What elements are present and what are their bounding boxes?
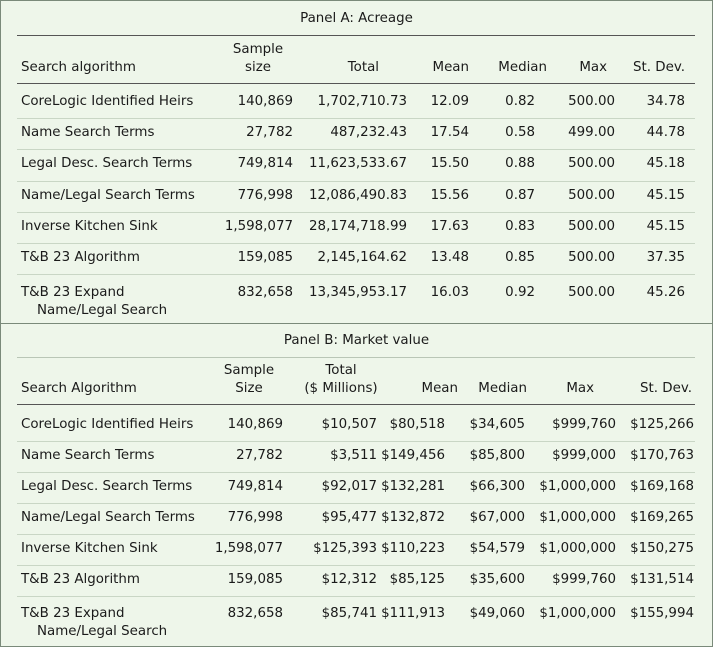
cell-sample: 832,658 xyxy=(237,285,293,300)
cell-mean: $111,913 xyxy=(381,606,445,621)
cell-mean: 15.56 xyxy=(430,188,469,203)
cell-mean: 12.09 xyxy=(430,94,469,109)
cell-sample: 140,869 xyxy=(237,94,293,109)
row-label: T&B 23 Expand xyxy=(21,606,125,621)
cell-median: $34,605 xyxy=(469,417,525,432)
cell-stdev: $155,994 xyxy=(630,606,694,621)
panel-b-header-total-line1: Total xyxy=(325,363,357,378)
cell-max: $1,000,000 xyxy=(539,510,616,525)
cell-median: 0.92 xyxy=(505,285,535,300)
cell-stdev: $131,514 xyxy=(630,572,694,587)
cell-total: $12,312 xyxy=(321,572,377,587)
panel-a-header-sample-line2: size xyxy=(245,60,271,75)
cell-sample: 832,658 xyxy=(227,606,283,621)
row-label-continued: Name/Legal Search xyxy=(37,624,168,639)
cell-sample: 159,085 xyxy=(237,250,293,265)
cell-max: 500.00 xyxy=(568,94,615,109)
cell-max: 500.00 xyxy=(568,250,615,265)
cell-mean: 15.50 xyxy=(430,156,469,171)
cell-stdev: 44.78 xyxy=(646,125,685,140)
cell-sample: 776,998 xyxy=(227,510,283,525)
cell-median: $85,800 xyxy=(469,448,525,463)
cell-max: $999,760 xyxy=(552,572,616,587)
cell-sample: 749,814 xyxy=(227,479,283,494)
cell-stdev: $150,275 xyxy=(630,541,694,556)
row-divider xyxy=(17,534,695,535)
row-label: Name Search Terms xyxy=(21,448,155,463)
panel-acreage xyxy=(1,1,712,323)
panel-b-header-median: Median xyxy=(478,381,527,396)
cell-stdev: 45.26 xyxy=(646,285,685,300)
cell-median: 0.83 xyxy=(505,219,535,234)
cell-mean: $132,281 xyxy=(381,479,445,494)
panel-a-header-max: Max xyxy=(579,60,607,75)
cell-stdev: $169,265 xyxy=(630,510,694,525)
cell-median: 0.82 xyxy=(505,94,535,109)
cell-median: $54,579 xyxy=(469,541,525,556)
row-divider xyxy=(17,441,695,442)
panel-b-header-algorithm: Search Algorithm xyxy=(21,381,137,396)
cell-stdev: 45.15 xyxy=(646,188,685,203)
panel-b-header-max: Max xyxy=(566,381,594,396)
row-divider xyxy=(17,181,695,182)
cell-mean: 17.54 xyxy=(430,125,469,140)
row-divider xyxy=(17,503,695,504)
row-divider xyxy=(17,149,695,150)
panel-b-top-rule xyxy=(17,357,695,358)
cell-median: $35,600 xyxy=(469,572,525,587)
panel-a-header-algorithm: Search algorithm xyxy=(21,60,136,75)
row-label: Legal Desc. Search Terms xyxy=(21,156,193,171)
panel-b-header-mean: Mean xyxy=(421,381,458,396)
panel-a-title: Panel A: Acreage xyxy=(300,11,413,26)
panel-a-header-total: Total xyxy=(347,60,379,75)
cell-total: 28,174,718.99 xyxy=(309,219,407,234)
cell-total: 11,623,533.67 xyxy=(309,156,407,171)
cell-sample: 27,782 xyxy=(246,125,293,140)
cell-mean: $80,518 xyxy=(389,417,445,432)
panel-a-header-median: Median xyxy=(498,60,547,75)
cell-mean: 13.48 xyxy=(430,250,469,265)
row-label: CoreLogic Identified Heirs xyxy=(21,417,194,432)
cell-median: $49,060 xyxy=(469,606,525,621)
cell-stdev: 37.35 xyxy=(646,250,685,265)
panel-b-header-total-line2: ($ Millions) xyxy=(304,381,378,396)
cell-total: $85,741 xyxy=(321,606,377,621)
cell-max: 500.00 xyxy=(568,285,615,300)
cell-sample: 1,598,077 xyxy=(214,541,283,556)
row-divider xyxy=(17,565,695,566)
panel-a-header-rule xyxy=(17,83,695,84)
panel-b-header-stdev: St. Dev. xyxy=(640,381,692,396)
cell-median: $66,300 xyxy=(469,479,525,494)
cell-total: $10,507 xyxy=(321,417,377,432)
row-label: T&B 23 Algorithm xyxy=(21,250,140,265)
panel-market-value xyxy=(1,323,712,647)
cell-mean: $85,125 xyxy=(389,572,445,587)
row-label: T&B 23 Expand xyxy=(21,285,125,300)
cell-max: 500.00 xyxy=(568,188,615,203)
row-label: Name/Legal Search Terms xyxy=(21,188,195,203)
cell-median: 0.87 xyxy=(505,188,535,203)
panel-a-header-sample-line1: Sample xyxy=(232,42,284,57)
cell-stdev: 45.15 xyxy=(646,219,685,234)
cell-mean: $110,223 xyxy=(381,541,445,556)
cell-sample: 776,998 xyxy=(237,188,293,203)
cell-total: $95,477 xyxy=(321,510,377,525)
panel-b-header-sample-line1: Sample xyxy=(223,363,275,378)
cell-total: 12,086,490.83 xyxy=(309,188,407,203)
cell-mean: $149,456 xyxy=(381,448,445,463)
cell-max: $1,000,000 xyxy=(539,541,616,556)
row-divider xyxy=(17,274,695,275)
cell-stdev: $169,168 xyxy=(630,479,694,494)
cell-stdev: $170,763 xyxy=(630,448,694,463)
cell-max: $1,000,000 xyxy=(539,606,616,621)
cell-median: 0.85 xyxy=(505,250,535,265)
cell-stdev: 45.18 xyxy=(646,156,685,171)
cell-sample: 749,814 xyxy=(237,156,293,171)
panel-a-top-rule xyxy=(17,35,695,36)
cell-total: $125,393 xyxy=(313,541,377,556)
panel-a-header-stdev: St. Dev. xyxy=(633,60,685,75)
row-divider xyxy=(17,243,695,244)
cell-sample: 1,598,077 xyxy=(224,219,293,234)
cell-mean: $132,872 xyxy=(381,510,445,525)
cell-sample: 140,869 xyxy=(227,417,283,432)
row-divider xyxy=(17,472,695,473)
cell-max: $999,760 xyxy=(552,417,616,432)
row-divider xyxy=(17,118,695,119)
row-label: Name/Legal Search Terms xyxy=(21,510,195,525)
cell-sample: 27,782 xyxy=(236,448,283,463)
row-label-continued: Name/Legal Search xyxy=(37,303,168,318)
cell-max: 500.00 xyxy=(568,219,615,234)
cell-max: 500.00 xyxy=(568,156,615,171)
cell-max: $1,000,000 xyxy=(539,479,616,494)
row-divider xyxy=(17,596,695,597)
panel-a-header-mean: Mean xyxy=(432,60,469,75)
row-label: Inverse Kitchen Sink xyxy=(21,219,158,234)
panel-b-title: Panel B: Market value xyxy=(283,333,430,348)
cell-median: $67,000 xyxy=(469,510,525,525)
row-label: Name Search Terms xyxy=(21,125,155,140)
row-label: T&B 23 Algorithm xyxy=(21,572,140,587)
panel-b-header-rule xyxy=(17,404,695,405)
cell-total: 1,702,710.73 xyxy=(317,94,407,109)
cell-median: 0.88 xyxy=(505,156,535,171)
row-label: Inverse Kitchen Sink xyxy=(21,541,158,556)
cell-stdev: 34.78 xyxy=(646,94,685,109)
cell-max: 499.00 xyxy=(568,125,615,140)
panel-b-header-sample-line2: Size xyxy=(235,381,263,396)
cell-total: 487,232.43 xyxy=(330,125,407,140)
cell-stdev: $125,266 xyxy=(630,417,694,432)
cell-sample: 159,085 xyxy=(227,572,283,587)
row-label: Legal Desc. Search Terms xyxy=(21,479,193,494)
cell-total: 13,345,953.17 xyxy=(309,285,407,300)
cell-median: 0.58 xyxy=(505,125,535,140)
cell-mean: 17.63 xyxy=(430,219,469,234)
row-label: CoreLogic Identified Heirs xyxy=(21,94,194,109)
cell-max: $999,000 xyxy=(552,448,616,463)
cell-total: 2,145,164.62 xyxy=(317,250,407,265)
cell-total: $92,017 xyxy=(321,479,377,494)
cell-total: $3,511 xyxy=(330,448,377,463)
cell-mean: 16.03 xyxy=(430,285,469,300)
row-divider xyxy=(17,212,695,213)
